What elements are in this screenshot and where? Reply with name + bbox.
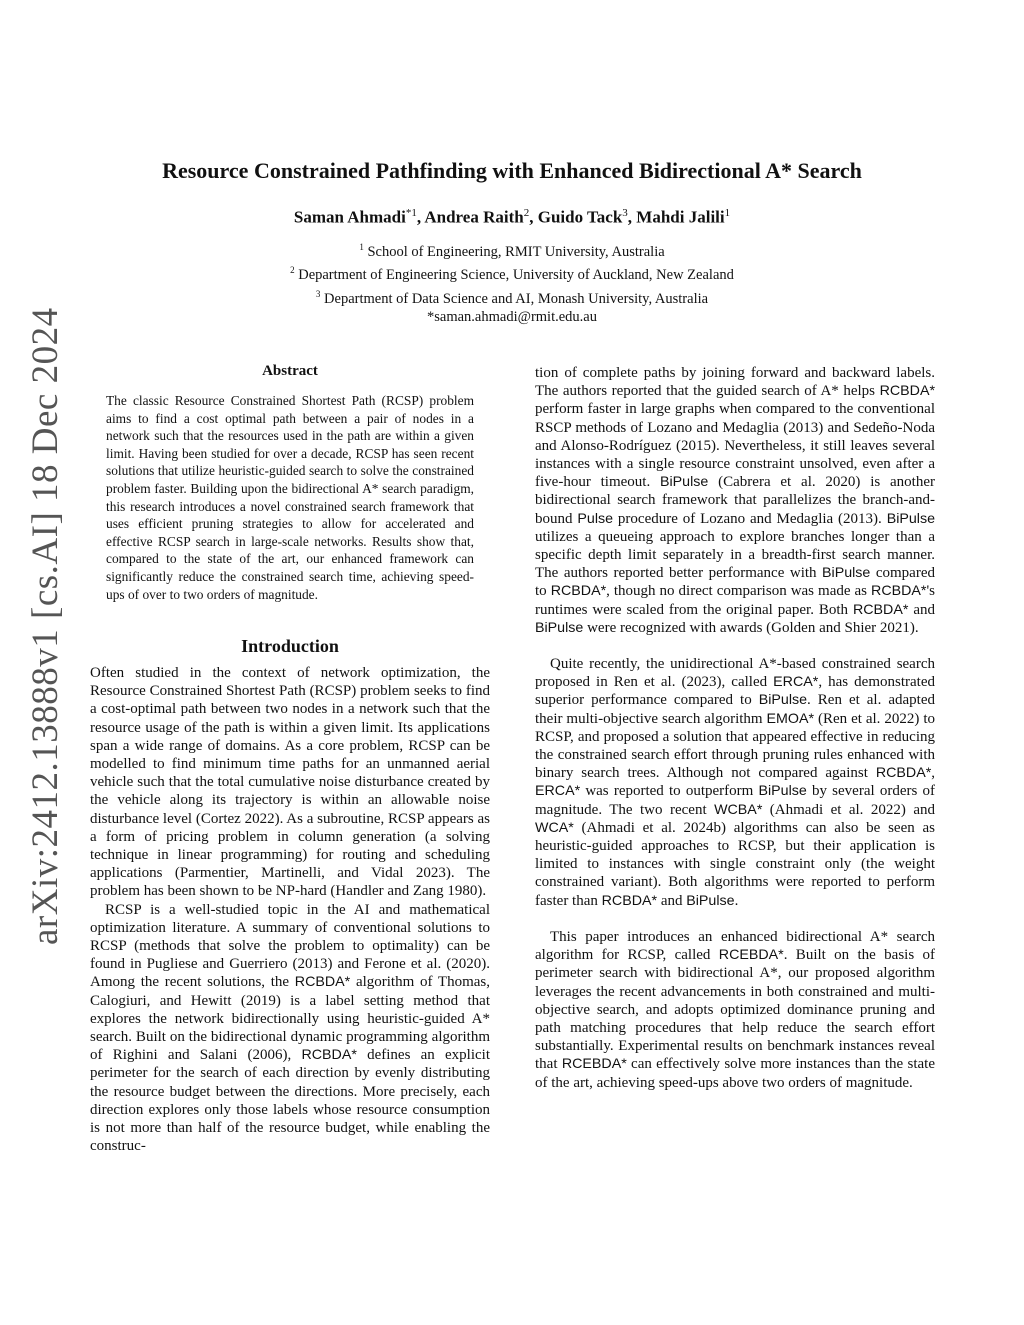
algorithm-name: RCBDA* [875, 765, 932, 782]
paper-title: Resource Constrained Pathfinding with Enhanced Bidirectional A* Search [162, 158, 862, 183]
algorithm-name: BiPulse [822, 565, 871, 582]
author-mark: *1 [405, 207, 417, 219]
author-mark: 3 [622, 207, 628, 219]
author-separator: , [627, 207, 637, 227]
body-paragraph: Quite recently, the unidirectional A*-based constrained search proposed in Ren et al. (2023), called ERCA*, has demonstrated superior performance compared to BiPulse. Ren et al. adapted their multi-objective search algorithm EMOA* (Ren et al. 2022) to RCSP, and proposed a solution that appeared effective in reducing the constrained search effort through pruning rules enhanced with binary search trees. Although not compared against RCBDA*, ERCA* was reported to outperform BiPulse by several orders of magnitude. The two recent WCBA* (Ahmadi et al. 2022) and WCA* (Ahmadi et al. 2024b) algorithms can also be seen as heuristic-guided approaches to RCSP, but their application is limited to instances with single constraint only (the weight constrained variant). Both algorithms were reported to perform faster than RCBDA* and BiPulse. [535, 656, 935, 909]
algorithm-name: RCEBDA* [561, 1056, 627, 1073]
algorithm-name: BiPulse [886, 510, 936, 527]
algorithm-name: BiPulse [660, 474, 709, 491]
author-name: Guido Tack [537, 207, 623, 227]
body-paragraph: tion of complete paths by joining forward and backward labels. The authors reported that the guided search of A* helps RCBDA* perform faster in large graphs when compared to the conventional RSCP methods of Lozano and Medaglia (2013) and Sedeño-Noda and Alonso-Rodríguez (2015). Nevertheless, it still leaves several instances with a single resource constraint unsolved, even after a five-hour timeout. BiPulse (Cabrera et al. 2020) is another bidirectional search framework that parallelizes the branch-and-bound Pulse procedure of Lozano and Medaglia (2013). BiPulse utilizes a queueing approach to explore branches longer than a specific depth limit separately in a breadth-first search manner. The authors reported better performance with BiPulse compared to RCBDA*, though no direct comparison was made as RCBDA*'s runtimes were scaled from the original paper. Both RCBDA* and BiPulse were recognized with awards (Golden and Shier 2021). [535, 365, 936, 636]
corresponding-email: *saman.ahmadi@rmit.edu.au [427, 308, 597, 325]
introduction-right-column [535, 364, 935, 1092]
algorithm-name: RCBDA* [301, 1047, 357, 1064]
introduction-left-column [90, 664, 490, 1155]
introduction-heading: Introduction [241, 636, 339, 656]
body-paragraph: This paper introduces an enhanced bidirectional A* search algorithm for RCSP, called RCEBDA*. Built on the basis of perimeter search with bidirectional A*, our proposed algorithm leverages the recent advancements in both constrained and multi-objective search, and adopts optimized dominance pruning and path matching procedures that help reduce the search effort substantially. Experimental results on benchmark instances reveal that RCEBDA* can effectively solve more instances than the state of the art, achieving speed-ups above two orders of magnitude. [535, 928, 936, 1091]
body-paragraph: Often studied in the context of network optimization, the Resource Constrained Shortest Path (RCSP) problem seeks to find a cost-optimal path between two nodes in a network such that the resource usage of the path is within a given limit. Its applications span a wide range of domains. As a core problem, RCSP can be modelled to find minimum time paths for an unmanned aerial vehicle such that the total cumulative noise disturbance created by the vehicle along its trajectory is within an allowable noise disturbance level (Cortez 2022). As a subroutine, RCSP appears as a form of pricing problem in column generation (a solving technique in linear programming) for routing and scheduling applications (Parmentier, Martinelli, and Vidal 2023). The problem has been shown to be NP-hard (Handler and Zang 1980). [90, 665, 490, 900]
affiliation-line [80, 238, 944, 261]
algorithm-name: RCBDA* [879, 383, 935, 400]
affiliation-mark: 2 [290, 265, 295, 276]
affiliation-block [80, 238, 944, 326]
algorithm-name: BiPulse [686, 892, 735, 909]
abstract-text: The classic Resource Constrained Shortest Path (RCSP) problem aims to find a cost optimal path between a pair of nodes in a network such that the resources used in the path are within a given limit. Having been studied for over a decade, RCSP has seen recent solutions that utilize heuristic-guided search to solve the constrained problem faster. Building upon the bidirectional A* search paradigm, this research introduces a novel constrained search framework that uses efficient pruning strategies to allow for accelerated and effective RCSP search in large-scale networks. Results show that, compared to the state of the art, our enhanced framework can significantly reduce the constrained search time, achieving speed-ups of over to two orders of magnitude. [106, 393, 474, 602]
author-list [80, 207, 944, 228]
affiliation-text: Department of Data Science and AI, Monash University, Australia [324, 290, 709, 307]
author-separator: , [416, 207, 425, 227]
affiliation-text: School of Engineering, RMIT University, Australia [367, 243, 665, 260]
author-separator: , [529, 207, 538, 227]
affiliation-line [80, 285, 944, 308]
author-mark: 1 [724, 207, 731, 219]
algorithm-name: RCBDA* [852, 601, 909, 618]
algorithm-name: ERCA* [535, 783, 581, 800]
author-name: Saman Ahmadi [293, 207, 406, 227]
body-paragraph: RCSP is a well-studied topic in the AI and mathematical optimization literature. A summary of conventional solutions to RCSP (methods that solve the problem to optimality) can be found in Pugliese and Guerriero (2013) and Ferone et al. (2020). Among the recent solutions, the RCBDA* algorithm of Thomas, Calogiuri, and Hewitt (2019) is a label setting method that explores the network bidirectionally using heuristic-guided A* search. Built on the bidirectional dynamic programming algorithm of Righini and Salani (2006), RCBDA* defines an explicit perimeter for the search of each direction by evenly distributing the resource budget between the directions. More precisely, each direction explores only those labels whose resource consumption is not more than half of the resource budget, while enabling the construc- [90, 901, 491, 1155]
algorithm-name: BiPulse [758, 692, 808, 709]
arxiv-identifier-stamp: arXiv:2412.13888v1 [cs.AI] 18 Dec 2024 [25, 307, 66, 945]
algorithm-name: BiPulse [758, 783, 807, 800]
affiliation-text: Department of Engineering Science, University of Auckland, New Zealand [298, 267, 734, 284]
author-mark: 2 [523, 207, 530, 219]
algorithm-name: WCBA* [714, 801, 763, 818]
algorithm-name: EMOA* [766, 710, 815, 727]
algorithm-name: RCEBDA* [718, 947, 784, 964]
abstract-heading: Abstract [262, 363, 318, 379]
algorithm-name: Pulse [577, 510, 614, 527]
author-name: Mahdi Jalili [636, 207, 725, 227]
affiliation-line [80, 261, 944, 284]
algorithm-name: WCA* [535, 819, 574, 836]
algorithm-name: BiPulse [535, 619, 584, 636]
algorithm-name: RCBDA* [601, 892, 658, 909]
algorithm-name: ERCA* [773, 674, 819, 691]
algorithm-name: RCBDA* [294, 974, 351, 991]
affiliation-mark: 1 [359, 242, 364, 252]
algorithm-name: RCBDA* [871, 583, 927, 600]
algorithm-name: RCBDA* [550, 583, 607, 600]
author-name: Andrea Raith [424, 207, 524, 227]
affiliation-mark: 3 [315, 288, 321, 299]
